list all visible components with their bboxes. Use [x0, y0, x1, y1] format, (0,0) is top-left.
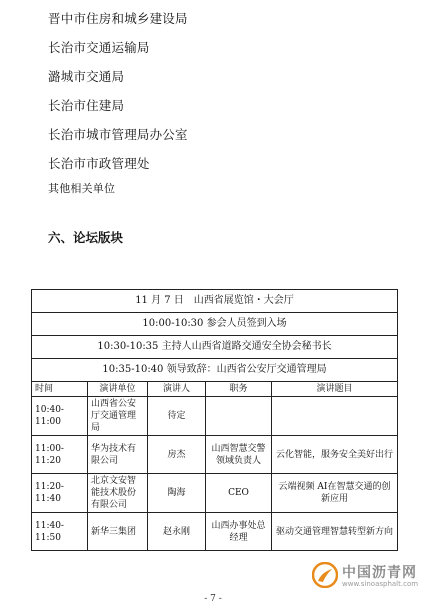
unit-item: 其他相关单位: [48, 182, 116, 195]
column-header: 时间: [32, 382, 88, 397]
column-header: 演讲人: [148, 382, 206, 397]
watermark-url: www.sinoasphalt.com: [342, 580, 419, 588]
unit-item: 长治市交通运输局: [48, 40, 150, 55]
table-header-row: [32, 290, 398, 313]
time-cell: 11:40-11:50: [32, 513, 88, 551]
topic-cell: [272, 397, 398, 436]
unit-cell: 新华三集团: [88, 513, 148, 551]
column-header-row: [32, 382, 398, 397]
unit-item: 长治市城市管理局办公室: [48, 127, 188, 142]
unit-item: 长治市住建局: [48, 98, 125, 113]
unit-item: 晋中市住房和城乡建设局: [48, 11, 188, 26]
asphalt-logo-icon: [312, 562, 338, 588]
unit-item: 潞城市交通局: [48, 69, 125, 84]
time-cell: 11:00-11:20: [32, 436, 88, 474]
table-row: [32, 313, 398, 336]
table-row: [32, 359, 398, 382]
table-row: [32, 336, 398, 359]
title-cell: 山西办事处总经理: [206, 513, 272, 551]
page-number: - 7 -: [204, 594, 222, 604]
section-title: 六、论坛版块: [48, 230, 124, 245]
unit-cell: 山西省公安厅交通管理局: [88, 397, 148, 436]
column-header: 演讲单位: [88, 382, 148, 397]
speech-row: 10:35-10:40 领导致辞：山西省公安厅交通管理局: [32, 359, 398, 382]
table-row: [32, 397, 398, 436]
topic-cell: 驱动交通管理智慧转型新方向: [272, 513, 398, 551]
table-row: [32, 513, 398, 551]
table-header: 11 月 7 日 山西省展览馆・大会厅: [32, 290, 398, 313]
unit-list: [48, 4, 188, 200]
time-cell: 10:40-11:00: [32, 397, 88, 436]
speaker-cell: 房杰: [148, 436, 206, 474]
speaker-cell: 赵永刚: [148, 513, 206, 551]
title-cell: [206, 397, 272, 436]
topic-cell: 云端视频 AI在智慧交通的创新应用: [272, 474, 398, 513]
speaker-cell: 陶海: [148, 474, 206, 513]
title-cell: 山西智慧交警领域负责人: [206, 436, 272, 474]
topic-cell: 云化智能，服务安全美好出行: [272, 436, 398, 474]
watermark: [312, 558, 420, 594]
signin-row: 10:00-10:30 参会人员签到入场: [32, 313, 398, 336]
unit-item: 长治市市政管理处: [48, 156, 150, 171]
table-row: [32, 436, 398, 474]
forum-schedule-table: [31, 289, 398, 551]
unit-cell: 华为技术有限公司: [88, 436, 148, 474]
host-row: 10:30-10:35 主持人山西省道路交通安全协会秘书长: [32, 336, 398, 359]
column-header: 演讲题目: [272, 382, 398, 397]
speaker-cell: 待定: [148, 397, 206, 436]
title-cell: CEO: [206, 474, 272, 513]
watermark-name: 中国沥青网: [342, 565, 417, 581]
table-row: [32, 474, 398, 513]
time-cell: 11:20-11:40: [32, 474, 88, 513]
unit-cell: 北京文安智能技术股份有限公司: [88, 474, 148, 513]
column-header: 职务: [206, 382, 272, 397]
